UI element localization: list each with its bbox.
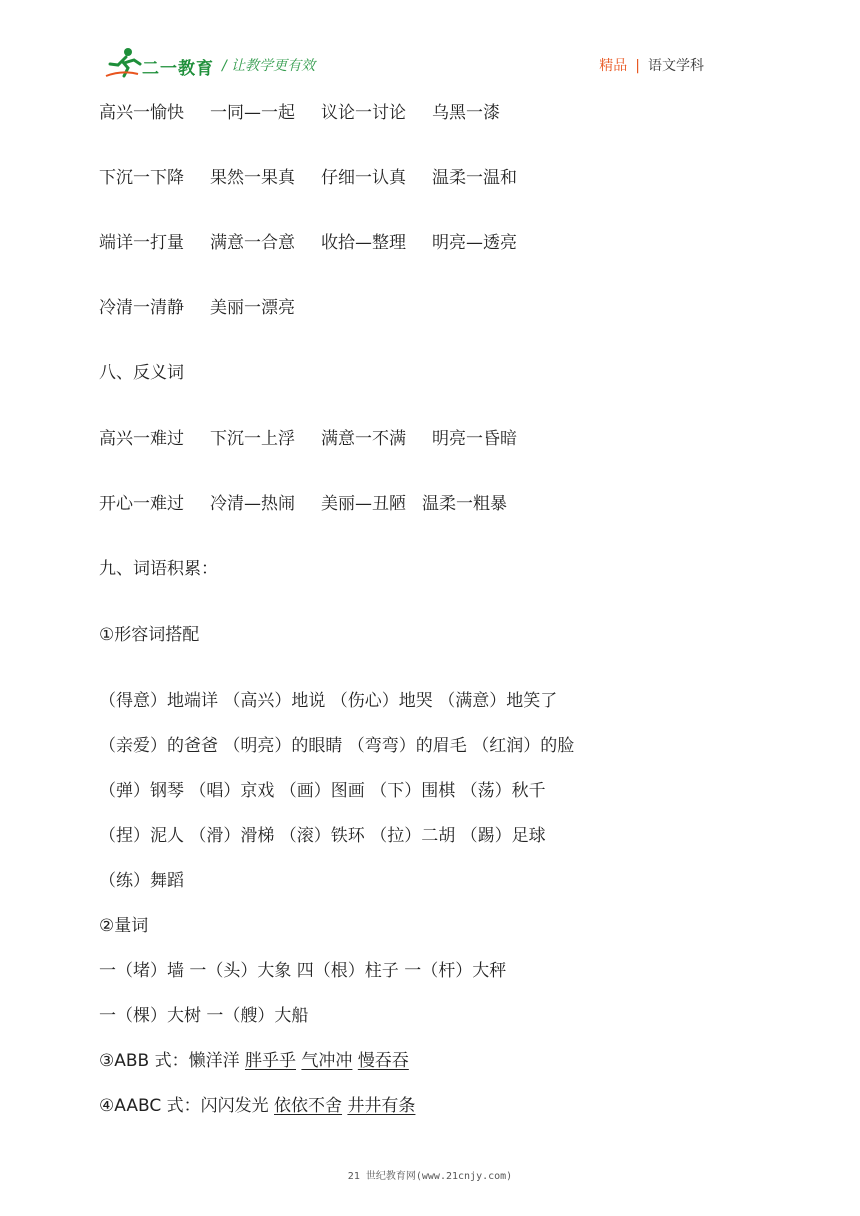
word-pair: 端详一打量 [99, 233, 184, 253]
word-pair: 下沉一上浮 [210, 429, 295, 449]
word-pair: 一同—一起 [210, 103, 295, 123]
antonym-row [99, 492, 507, 516]
adjective-line: （捏）泥人 （滑）滑梯 （滚）铁环 （拉）二胡 （踢）足球 [99, 826, 546, 846]
abb-word-underlined: 气冲冲 [301, 1051, 353, 1071]
word-pair: 仔细一认真 [321, 168, 406, 188]
word-pair: 收拾—整理 [321, 233, 406, 253]
aabc-line [99, 1094, 415, 1118]
word-pair: 满意一合意 [210, 233, 295, 253]
quality-label: 精品 [599, 58, 628, 74]
word-pair: 开心一难过 [99, 494, 184, 514]
abb-label: ③ABB 式： [99, 1051, 189, 1071]
synonym-row [99, 166, 517, 190]
adjective-line: （练）舞蹈 [99, 871, 184, 891]
measure-heading: ②量词 [99, 916, 149, 936]
word-pair: 乌黑一漆 [432, 103, 500, 123]
subject-label: 语文学科 [648, 58, 704, 74]
synonym-row [99, 231, 517, 255]
word-pair: 冷清—热闹 [210, 494, 295, 514]
abb-word-underlined: 慢吞吞 [357, 1051, 409, 1071]
abb-line [99, 1049, 409, 1073]
word-pair: 明亮—透亮 [432, 233, 517, 253]
antonym-row [99, 427, 517, 451]
aabc-word: 闪闪发光 [200, 1096, 269, 1116]
word-pair: 果然一果真 [210, 168, 295, 188]
page-footer: 21 世纪教育网(www.21cnjy.com) [347, 1171, 513, 1182]
adjective-line: （得意）地端详 （高兴）地说 （伤心）地哭 （满意）地笑了 [99, 691, 558, 711]
abb-word-underlined: 胖乎乎 [245, 1051, 297, 1071]
aabc-word-underlined: 井井有条 [347, 1096, 416, 1116]
measure-line: 一（棵）大树 一（艘）大船 [99, 1006, 309, 1026]
word-pair: 温柔一温和 [432, 168, 517, 188]
antonyms-heading: 八、反义词 [99, 363, 184, 383]
word-pair: 议论一讨论 [321, 103, 406, 123]
page-header [0, 0, 860, 90]
adjective-line: （弹）钢琴 （唱）京戏 （画）图画 （下）围棋 （荡）秋千 [99, 781, 546, 801]
header-separator: | [635, 58, 640, 74]
abb-word: 懒洋洋 [188, 1051, 240, 1071]
word-pair: 满意一不满 [321, 429, 406, 449]
runner-icon [104, 46, 144, 80]
brand-logo [104, 46, 216, 80]
word-pair: 温柔一粗暴 [422, 494, 507, 514]
logo-text: 二一教育 [142, 59, 214, 79]
word-pair: 冷清一清静 [99, 298, 184, 318]
word-pair: 美丽一漂亮 [210, 298, 295, 318]
word-pair: 下沉一下降 [99, 168, 184, 188]
header-tag [599, 55, 704, 75]
aabc-word-underlined: 依依不舍 [274, 1096, 343, 1116]
slogan: / 让教学更有效 [222, 58, 316, 74]
accumulation-heading: 九、词语积累： [99, 559, 218, 579]
adjective-line: （亲爱）的爸爸 （明亮）的眼睛 （弯弯）的眉毛 （红润）的脸 [99, 736, 575, 756]
word-pair: 高兴一愉快 [99, 103, 184, 123]
adjective-heading: ①形容词搭配 [99, 625, 200, 645]
word-pair: 高兴一难过 [99, 429, 184, 449]
synonym-row [99, 296, 295, 320]
synonym-row [99, 101, 500, 125]
word-pair: 明亮一昏暗 [432, 429, 517, 449]
word-pair: 美丽—丑陋 [321, 494, 406, 514]
measure-line: 一（堵）墙 一（头）大象 四（根）柱子 一（杆）大秤 [99, 961, 507, 981]
aabc-label: ④AABC 式： [99, 1096, 201, 1116]
